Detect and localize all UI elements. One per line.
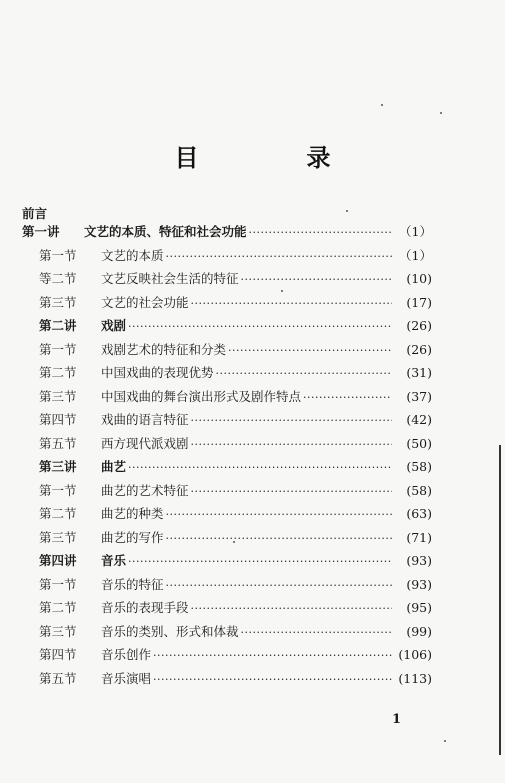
toc-leader-dots bbox=[303, 391, 392, 404]
toc-entry bbox=[22, 551, 432, 575]
toc-leader-dots bbox=[128, 320, 392, 333]
toc-entry-label: 第一节 bbox=[39, 341, 77, 357]
toc-entry-page: (113) bbox=[398, 670, 432, 686]
toc-entry bbox=[22, 387, 432, 411]
page-title: 目 录 bbox=[174, 143, 373, 172]
toc-entry-page: (10) bbox=[406, 271, 432, 286]
toc-leader-dots bbox=[166, 532, 392, 545]
toc-entry-page: (63) bbox=[406, 506, 432, 521]
toc-entry-title: 西方现代派戏剧 bbox=[101, 435, 189, 451]
toc-entry-title: 音乐的表现手段 bbox=[101, 600, 189, 615]
toc-entry bbox=[22, 246, 432, 270]
toc-entry-label: 第二节 bbox=[39, 506, 77, 521]
scan-speck bbox=[233, 541, 235, 543]
toc-entry-page: (106) bbox=[398, 647, 432, 662]
toc-entry bbox=[22, 222, 432, 246]
toc-entry-page: （1） bbox=[399, 247, 432, 263]
toc-entry-title: 文艺的社会功能 bbox=[101, 294, 189, 310]
toc-entry-label: 等二节 bbox=[39, 271, 77, 286]
toc-entry-title: 曲艺 bbox=[101, 459, 127, 474]
toc-leader-dots bbox=[153, 649, 392, 662]
toc-entry bbox=[22, 504, 432, 528]
toc-entry-page: (42) bbox=[406, 412, 432, 427]
toc-entry-label: 第二节 bbox=[39, 600, 77, 615]
toc-entry-label: 第一节 bbox=[39, 576, 77, 592]
toc-entry-page: (95) bbox=[406, 600, 432, 615]
toc-entry-page: （1） bbox=[399, 224, 432, 239]
toc-entry bbox=[22, 622, 432, 646]
toc-leader-dots bbox=[128, 461, 392, 474]
toc-entry-label: 第五节 bbox=[39, 670, 77, 686]
toc-entry-title: 曲艺的艺术特征 bbox=[101, 482, 189, 498]
page-number: 1 bbox=[392, 712, 402, 727]
toc-entry-page: (93) bbox=[406, 576, 432, 592]
toc-entry-label: 第三节 bbox=[39, 623, 77, 639]
toc-entry-page: (93) bbox=[406, 553, 432, 568]
toc-entry bbox=[22, 434, 432, 458]
toc-entry-page: (37) bbox=[406, 388, 432, 404]
toc-entry-title: 音乐的类别、形式和体裁 bbox=[101, 623, 239, 639]
toc-entry bbox=[22, 363, 432, 387]
table-of-contents bbox=[22, 204, 432, 692]
toc-entry-title: 音乐的特征 bbox=[101, 576, 164, 592]
toc-entry-title: 音乐演唱 bbox=[101, 670, 152, 686]
toc-entry-title: 戏剧艺术的特征和分类 bbox=[101, 341, 227, 357]
toc-leader-dots bbox=[191, 438, 392, 451]
page-edge-line bbox=[499, 445, 501, 755]
toc-entry bbox=[22, 528, 432, 552]
scan-speck bbox=[444, 740, 446, 742]
toc-entry-page: (99) bbox=[406, 623, 432, 639]
toc-entry-title: 文艺反映社会生活的特征 bbox=[101, 271, 239, 286]
toc-entry-label: 第三节 bbox=[39, 294, 77, 310]
toc-preface bbox=[22, 204, 432, 222]
toc-entry-label: 第五节 bbox=[39, 435, 77, 451]
scan-speck bbox=[346, 210, 348, 212]
toc-entry-label: 第四讲 bbox=[39, 553, 77, 568]
toc-entry-page: (58) bbox=[406, 459, 432, 474]
toc-entry-page: (17) bbox=[406, 294, 432, 310]
toc-entry bbox=[22, 669, 432, 693]
toc-entry-label: 第二讲 bbox=[39, 318, 77, 333]
toc-entry bbox=[22, 293, 432, 317]
toc-entry-label: 第四节 bbox=[39, 647, 77, 662]
toc-entry-title: 文艺的本质、特征和社会功能 bbox=[84, 224, 247, 239]
toc-entry-title: 文艺的本质 bbox=[101, 247, 164, 263]
toc-leader-dots bbox=[191, 602, 392, 615]
toc-entry bbox=[22, 598, 432, 622]
toc-entry-label: 第三节 bbox=[39, 529, 77, 545]
toc-leader-dots bbox=[128, 555, 392, 568]
toc-entry-page: (26) bbox=[406, 341, 432, 357]
toc-entry-title: 戏曲的语言特征 bbox=[101, 412, 189, 427]
scan-speck bbox=[281, 290, 283, 292]
toc-entry-title: 中国戏曲的舞台演出形式及剧作特点 bbox=[101, 388, 302, 404]
preface-label: 前言 bbox=[22, 206, 48, 221]
toc-entry-label: 第三节 bbox=[39, 388, 77, 404]
toc-entries bbox=[22, 222, 432, 692]
toc-entry bbox=[22, 457, 432, 481]
toc-entry-title: 曲艺的种类 bbox=[101, 506, 164, 521]
toc-leader-dots bbox=[249, 226, 392, 239]
toc-entry-title: 音乐创作 bbox=[101, 647, 152, 662]
toc-leader-dots bbox=[241, 273, 392, 286]
toc-leader-dots bbox=[228, 344, 392, 357]
toc-leader-dots bbox=[166, 250, 392, 263]
toc-entry-title: 中国戏曲的表现优势 bbox=[101, 365, 214, 380]
toc-leader-dots bbox=[241, 626, 392, 639]
toc-leader-dots bbox=[166, 508, 392, 521]
toc-entry-label: 第三讲 bbox=[39, 459, 77, 474]
toc-entry-title: 曲艺的写作 bbox=[101, 529, 164, 545]
toc-leader-dots bbox=[153, 673, 392, 686]
toc-entry bbox=[22, 316, 432, 340]
toc-leader-dots bbox=[191, 297, 392, 310]
toc-leader-dots bbox=[216, 367, 392, 380]
toc-entry-label: 第一节 bbox=[39, 482, 77, 498]
toc-entry-label: 第一讲 bbox=[22, 224, 60, 239]
toc-entry bbox=[22, 575, 432, 599]
toc-leader-dots bbox=[191, 414, 392, 427]
toc-entry bbox=[22, 410, 432, 434]
toc-entry-title: 戏剧 bbox=[101, 318, 127, 333]
toc-entry bbox=[22, 269, 432, 293]
toc-entry bbox=[22, 481, 432, 505]
toc-entry bbox=[22, 645, 432, 669]
toc-entry-page: (31) bbox=[406, 365, 432, 380]
toc-entry-label: 第一节 bbox=[39, 247, 77, 263]
scan-speck bbox=[440, 112, 442, 114]
toc-entry-page: (58) bbox=[406, 482, 432, 498]
toc-leader-dots bbox=[166, 579, 392, 592]
toc-entry-title: 音乐 bbox=[101, 553, 127, 568]
toc-entry-page: (50) bbox=[406, 435, 432, 451]
toc-entry-page: (71) bbox=[406, 529, 432, 545]
toc-entry-label: 第二节 bbox=[39, 365, 77, 380]
toc-entry-label: 第四节 bbox=[39, 412, 77, 427]
toc-entry bbox=[22, 340, 432, 364]
scan-speck bbox=[381, 104, 383, 106]
toc-entry-page: (26) bbox=[406, 318, 432, 333]
toc-leader-dots bbox=[191, 485, 392, 498]
